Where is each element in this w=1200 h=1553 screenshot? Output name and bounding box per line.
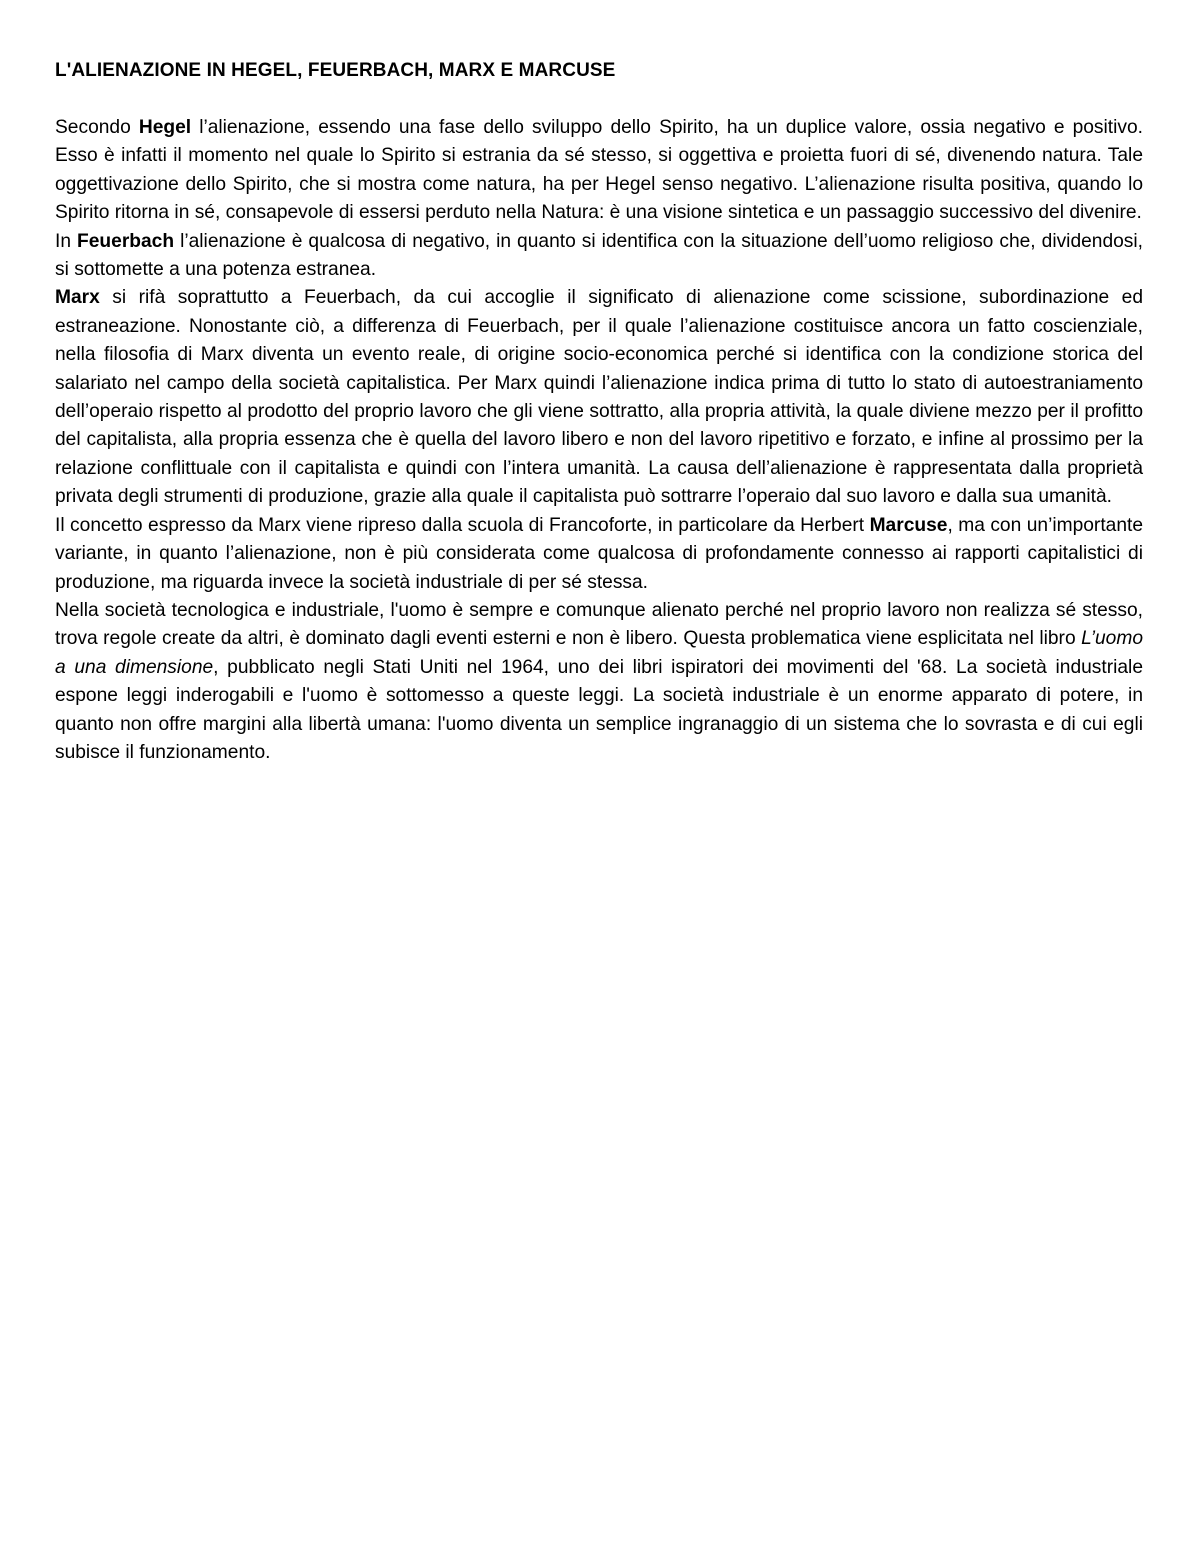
paragraph-marcuse-text: , ma con un’importante variante, in quanto l’alienazione, non è più considerata come qualcosa di profondamente connesso ai rapporti capitalistici di produzione, ma riguarda invece la società industriale di per sé stessa. (55, 514, 1143, 593)
paragraph-feuerbach-text: l’alienazione è qualcosa di negativo, in quanto si identifica con la situazione dell’uomo religioso che, dividendosi, si sottomette a una potenza estranea. (55, 230, 1143, 281)
paragraph-marx-text: si rifà soprattutto a Feuerbach, da cui accoglie il significato di alienazione come scissione, subordinazione ed estraneazione. Nonostante ciò, a differenza di Feuerbach, per il quale l’alienazione costituisce ancora un fatto coscienziale, nella filosofia di Marx diventa un evento reale, di origine socio-economica perché si identifica con la condizione storica del salariato nel campo della società capitalistica. Per Marx quindi l’alienazione indica prima di tutto lo stato di autoestraniamento dell’operaio rispetto al prodotto del proprio lavoro che gli viene sottratto, alla propria attività, la quale diviene mezzo per il profitto del capitalista, alla propria essenza che è quella del lavoro libero e non del lavoro ripetitivo e forzato, e infine al prossimo per la relazione conflittuale con il capitalista e quindi con l’intera umanità. La causa dell’alienazione è rappresentata dalla proprietà privata degli strumenti di produzione, grazie alla quale il capitalista può sottrarre l’operaio dal suo lavoro e dalla sua umanità. (55, 287, 1143, 508)
paragraph-marx (55, 284, 1143, 511)
paragraph-feuerbach (55, 228, 1143, 285)
document-page (55, 58, 1143, 767)
name-marcuse: Marcuse (869, 514, 948, 536)
book-title: L’uomo a una dimensione (55, 628, 1143, 678)
paragraph-hegel (55, 114, 1143, 228)
name-hegel: Hegel (138, 117, 192, 138)
paragraph-hegel-text: l’alienazione, essendo una fase dello sviluppo dello Spirito, ha un duplice valore, ossia negativo e positivo. Esso è infatti il momento nel quale lo Spirito si estrania da sé stesso, si oggettiva e proietta fuori di sé, divenendo natura. Tale oggettivazione dello Spirito, che si mostra come natura, ha per Hegel senso negativo. L’alienazione risulta positiva, quando lo Spirito ritorna in sé, consapevole di essersi perduto nella Natura: è una visione sintetica e un passaggio successivo del divenire. (55, 117, 1143, 224)
paragraph-feuerbach-intro: In (55, 230, 78, 252)
paragraph-marcuse-intro: Il concetto espresso da Marx viene ripreso dalla scuola di Francoforte, in particolare da Herbert (55, 514, 870, 536)
document-title: L'ALIENAZIONE IN HEGEL, FEUERBACH, MARX E MARCUSE (55, 60, 616, 81)
paragraph-society-text: , pubblicato negli Stati Uniti nel 1964, uno dei libri ispiratori dei movimenti del '68. La società industriale espone leggi inderogabili e l'uomo è sottomesso a queste leggi. La società industriale è un enorme apparato di potere, in quanto non offre margini alla libertà umana: l'uomo diventa un semplice ingranaggio di un sistema che lo sovrasta e di cui egli subisce il funzionamento. (55, 656, 1143, 763)
paragraph-marcuse (55, 512, 1143, 597)
paragraph-society (55, 597, 1143, 767)
paragraph-society-intro: Nella società tecnologica e industriale, l'uomo è sempre e comunque alienato perché nel proprio lavoro non realizza sé stesso, trova regole create da altri, è dominato dagli eventi esterni e non è libero. Questa problematica viene esplicitata nel libro (55, 599, 1143, 650)
name-marx: Marx (55, 287, 100, 309)
paragraph-hegel-intro: Secondo (55, 117, 139, 138)
name-feuerbach: Feuerbach (77, 230, 175, 252)
